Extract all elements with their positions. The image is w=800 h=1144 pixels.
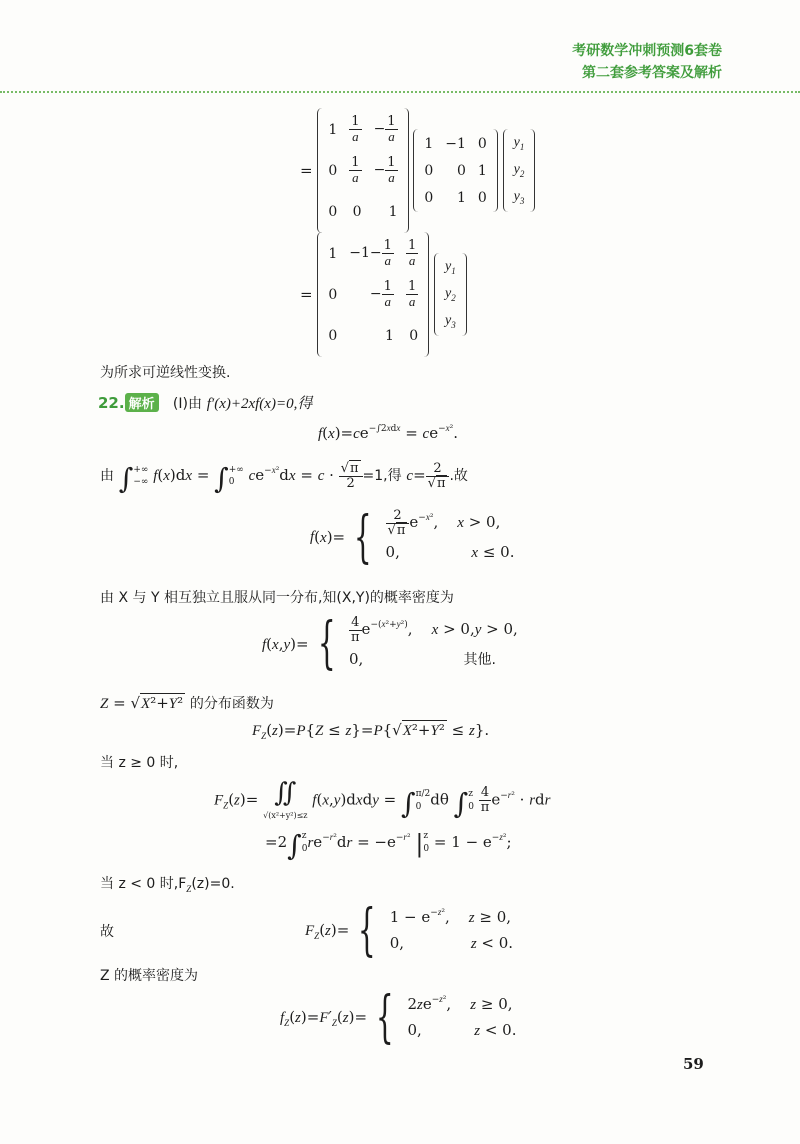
header-divider [0,91,800,93]
matrix-c: 1 −1− $\frac{1}{a}$ $\frac{1}{a}$ 0 − $\frac{1}{a}$ $\frac{1}{a}$ 0 1 0 [317,232,429,357]
matrix-product-2: = 1 −1− $\frac{1}{a}$ $\frac{1}{a}$ 0 − $\frac{1}{a}$ $\frac{1}{a}$ 0 1 0 $y_1$ $y_2$ $y_3$ [300,232,467,357]
eq-cdf-result: =2∫z $0re^{-r^2}dr = -e^{-r^2}$ |z $0 = 1 - e^{-z^2}$; [265,829,512,862]
header-subtitle: 第二套参考答案及解析 [582,65,722,81]
header-title: 考研数学冲刺预测6套卷 [572,43,722,59]
page-number: 59 [683,1055,704,1073]
matrix-b: 1 −1 0 0 0 1 0 1 0 [413,129,497,212]
eq-fx-piecewise: f(x)= { $\frac{2}{√\pi}$ $e^{-x^2}$, x > 0, 0, x ≤ 0. [310,504,515,570]
matrix-product-1: = 1 $\frac{1}{a}$ − $\frac{1}{a}$ 0 $\frac{1}{a}$ − $\frac{1}{a}$ 0 0 1 1 −1 0 0 0 1 0 1 0 $y_1$ $y_2$ $y_3$ [300,108,535,233]
conclusion-text: 为所求可逆线性变换. [100,365,231,381]
question-number: 22. [98,394,125,412]
case-z-negative: 当 z < 0 时$,F_Z(z)=0$. [100,876,235,894]
ode-equation: f′(x)+2xf(x)=0,得 [206,396,313,412]
eq-z-density: $f_Z(z)=F'_Z(z)=$ { $2ze^{-z^2}$, z ≥ 0, 0, z < 0. [280,985,517,1050]
analysis-tag: 解析 [125,393,159,412]
z-definition: Z = √X²+Y² 的分布函数为 [100,694,274,712]
independence-text: 由 X 与 Y 相互独立且服从同一分布,知(X,Y)的概率密度为 [100,590,454,606]
question-22-line [98,392,312,413]
z-density-text: Z 的概率密度为 [100,968,199,984]
therefore-text: 故 [100,924,114,940]
eq-normalization: 由 ∫+∞ −∞ f(x)dx = ∫+∞ 0 $ce^{-x^2}dx = c$ · $\frac{√\pi}{2}$ =1,得 c= $\frac{2}{√\pi}$ .故 [100,461,468,496]
eq-cdf-integral: $F_Z(z)=$ ∬ √(x²+y²)≤z f(x,y)dxdy = ∫π/2 0 dθ ∫z 0 $\frac{4}{\pi}$ $e^{-r^2}$ · rdr [214,778,551,820]
eq-fx-general: $f(x)=ce^{-\int 2xdx} = ce^{-x^2}$. [318,423,459,442]
eq-joint-density: f(x,y)= { $\frac{4}{\pi}$ $e^{-(x^2+y^2)}$, x > 0,y > 0, 0, 其他. [262,611,518,677]
eq-cdf-definition: $F_Z(z)=P\{Z \le z\}=P\{√X^2+Y^2 \le z\}$. [252,721,490,741]
matrix-a: 1 $\frac{1}{a}$ − $\frac{1}{a}$ 0 $\frac{1}{a}$ − $\frac{1}{a}$ 0 0 1 [317,108,408,233]
case-z-nonneg: 当 z ≥ 0 时, [100,755,179,771]
eq-cdf-piecewise: $F_Z(z)=$ { $1 - e^{-z^2}$, z ≥ 0, 0, z < 0. [305,898,514,963]
vector-y: $y_1$ $y_2$ $y_3$ [503,129,536,212]
part-label: (Ⅰ)由 [172,396,202,412]
vector-y-2: $y_1$ $y_2$ $y_3$ [434,253,467,336]
